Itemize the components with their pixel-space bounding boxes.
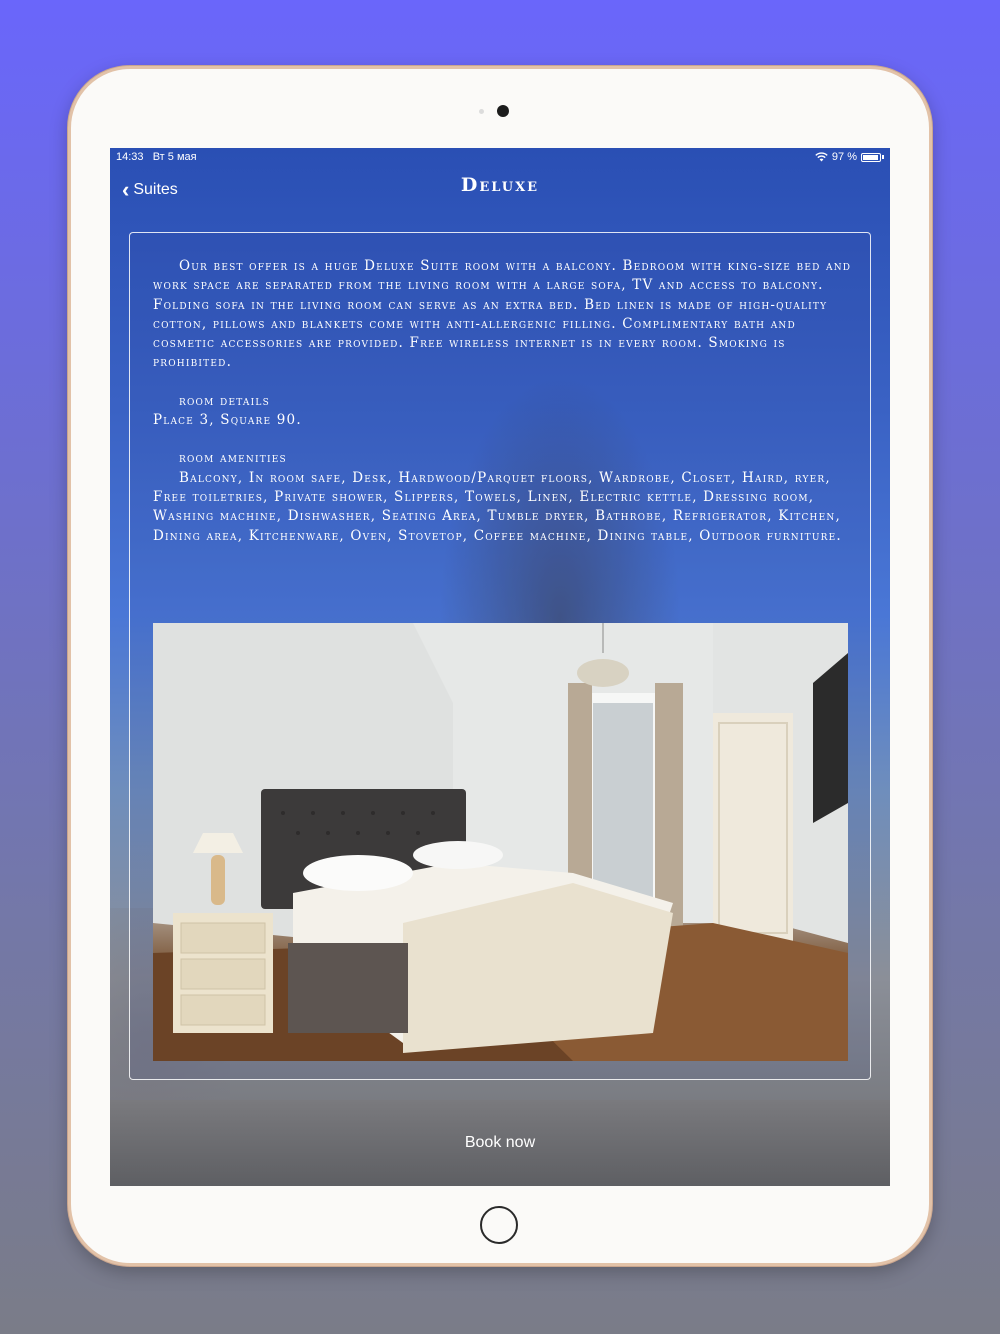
booking-bar (110, 1100, 890, 1186)
status-date: Вт 5 мая (152, 151, 197, 163)
status-indicators (815, 148, 884, 166)
home-button[interactable] (480, 1206, 518, 1244)
suite-details-card (129, 232, 871, 1080)
suite-description (153, 257, 853, 546)
front-camera (497, 105, 509, 117)
details-text: Place 3, Square 90. (153, 412, 302, 429)
chevron-left-icon: ‹ (122, 177, 130, 202)
room-photo (153, 623, 848, 1061)
status-clock: 14:33 (116, 151, 144, 163)
wifi-icon (815, 152, 828, 162)
page-title: Deluxe (460, 174, 540, 196)
status-bar (110, 148, 890, 168)
details-heading: room details (179, 392, 270, 409)
sensor-dot (479, 109, 484, 114)
amenities-text: Balcony, In room safe, Desk, Hardwood/Parquet floors, Wardrobe, Closet, Haird, ryer, Free toiletries, Private shower, Slippers, Towels, Linen, Electric kettle, Dressing room, Washing machine, Dishwasher, Seating Area, Tumble dryer, Bathrobe, Refrigerator, Kitchen, Dining area, Kitchenware, Oven, Stovetop, Coffee machine, Dining table, Outdoor furniture. (153, 469, 842, 544)
amenities-heading: room amenities (179, 450, 287, 467)
intro-text: Our best offer is a huge Deluxe Suite room with a balcony. Bedroom with king-size bed and work space are separated from the living room with a large sofa, TV and access to balcony. Folding sofa in the living room can serve as an extra bed. Bed linen is made of high-quality cotton, pillows and blankets come with anti-allergenic filling. Complimentary bath and cosmetic accessories are provided. Free wireless internet is in every room. Smoking is prohibited. (153, 258, 852, 371)
back-label: Suites (133, 181, 178, 198)
battery-percent: 97 % (831, 151, 857, 163)
bedroom-illustration (153, 623, 848, 1061)
battery-tip (882, 155, 884, 159)
battery-icon (861, 153, 881, 162)
book-now-button[interactable]: Book now (464, 1134, 536, 1151)
app-screen (110, 148, 890, 1186)
status-time (116, 148, 197, 166)
